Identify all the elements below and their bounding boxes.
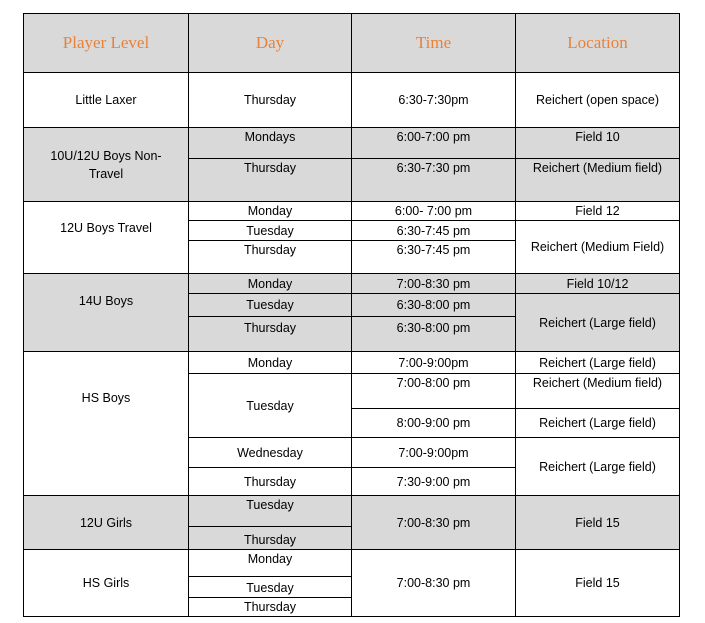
location-cell: Field 15 <box>516 496 680 550</box>
day-cell: Tuesday <box>189 496 352 527</box>
player-level-cell: Little Laxer <box>24 73 189 128</box>
location-cell: Field 10/12 <box>516 274 680 294</box>
day-cell: Thursday <box>189 73 352 128</box>
location-cell: Field 15 <box>516 550 680 617</box>
day-cell: Monday <box>189 352 352 374</box>
day-cell: Thursday <box>189 598 352 617</box>
day-cell: Thursday <box>189 317 352 352</box>
table-row <box>24 128 680 159</box>
day-cell: Thursday <box>189 241 352 274</box>
time-cell: 7:30-9:00 pm <box>352 468 516 496</box>
player-level-cell: 10U/12U Boys Non-Travel <box>24 128 189 202</box>
time-cell: 8:00-9:00 pm <box>352 409 516 438</box>
player-level-cell: HS Girls <box>24 550 189 617</box>
time-cell: 6:30-7:45 pm <box>352 221 516 241</box>
location-cell: Reichert (Large field) <box>516 409 680 438</box>
day-cell: Tuesday <box>189 294 352 317</box>
day-cell: Thursday <box>189 468 352 496</box>
time-cell: 6:30-7:30 pm <box>352 159 516 202</box>
header-time: Time <box>352 14 516 73</box>
time-cell: 7:00-8:30 pm <box>352 274 516 294</box>
time-cell: 6:00-7:00 pm <box>352 128 516 159</box>
header-location: Location <box>516 14 680 73</box>
table-row <box>24 274 680 294</box>
time-cell: 7:00-8:30 pm <box>352 496 516 550</box>
table-row <box>24 202 680 221</box>
day-cell: Monday <box>189 202 352 221</box>
time-cell: 6:30-8:00 pm <box>352 294 516 317</box>
day-cell: Monday <box>189 274 352 294</box>
day-cell: Tuesday <box>189 374 352 438</box>
location-cell: Reichert (Large field) <box>516 294 680 352</box>
location-cell: Field 12 <box>516 202 680 221</box>
header-row <box>24 14 680 73</box>
day-cell: Tuesday <box>189 221 352 241</box>
time-cell: 6:30-8:00 pm <box>352 317 516 352</box>
player-level-cell: HS Boys <box>24 352 189 496</box>
player-level-cell: 14U Boys <box>24 274 189 352</box>
location-cell: Reichert (Medium field) <box>516 159 680 202</box>
location-cell: Reichert (Large field) <box>516 352 680 374</box>
player-level-cell: 12U Girls <box>24 496 189 550</box>
day-cell: Mondays <box>189 128 352 159</box>
time-cell: 6:00- 7:00 pm <box>352 202 516 221</box>
location-cell: Reichert (Medium Field) <box>516 221 680 274</box>
table-row <box>24 352 680 374</box>
time-cell: 6:30-7:45 pm <box>352 241 516 274</box>
location-cell: Field 10 <box>516 128 680 159</box>
day-cell: Wednesday <box>189 438 352 468</box>
location-cell: Reichert (Medium field) <box>516 374 680 409</box>
table-row <box>24 496 680 527</box>
time-cell: 6:30-7:30pm <box>352 73 516 128</box>
day-cell: Tuesday <box>189 577 352 598</box>
day-cell: Monday <box>189 550 352 577</box>
time-cell: 7:00-9:00pm <box>352 352 516 374</box>
player-level-cell: 12U Boys Travel <box>24 202 189 274</box>
time-cell: 7:00-8:00 pm <box>352 374 516 409</box>
location-cell: Reichert (Large field) <box>516 438 680 496</box>
header-player-level: Player Level <box>24 14 189 73</box>
table-row <box>24 73 680 128</box>
day-cell: Thursday <box>189 159 352 202</box>
table-row <box>24 550 680 577</box>
day-cell: Thursday <box>189 527 352 550</box>
location-cell: Reichert (open space) <box>516 73 680 128</box>
time-cell: 7:00-9:00pm <box>352 438 516 468</box>
practice-schedule-table <box>23 13 680 617</box>
header-day: Day <box>189 14 352 73</box>
time-cell: 7:00-8:30 pm <box>352 550 516 617</box>
